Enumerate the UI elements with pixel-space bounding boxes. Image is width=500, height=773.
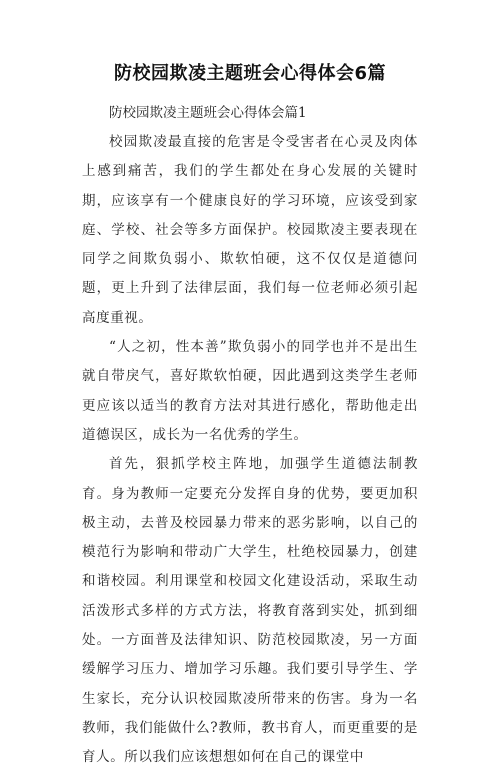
document-title: 防校园欺凌主题班会心得体会6篇 bbox=[113, 63, 387, 84]
paragraph-2: “人之初，性本善”欺负弱小的同学也并不是出生就自带戾气，喜好欺软怕硬，因此遇到这类学生老师更应该以适当的教育方法对其进行感化，帮助他走出道德误区，成长为一名优秀的学生。 bbox=[82, 339, 418, 443]
section-heading: 防校园欺凌主题班会心得体会篇1 bbox=[109, 105, 307, 121]
paragraph-3: 首先，狠抓学校主阵地，加强学生道德法制教育。身为教师一定要充分发挥自身的优势，要更加积极主动，去普及校园暴力带来的恶劣影响，以自己的模范行为影响和带动广大学生，杜绝校园暴力，创建和谐校园。利用课堂和校园文化建设活动，采取生动活泼形式多样的方式方法，将教育落到实处，抓到细处。一方面普及法律知识、防范校园欺凌，另一方面缓解学习压力、增加学习乐趣。我们要引导学生、学生家长，充分认识校园欺凌所带来的伤害。身为一名教师，我们能做什么?教师，教书育人，而更重要的是育人。所以我们应该想想如何在自己的课堂中 bbox=[82, 456, 418, 766]
paragraph-1: 校园欺凌最直接的危害是令受害者在心灵及肉体上感到痛苦，我们的学生都处在身心发展的关键时期，应该享有一个健康良好的学习环境，应该受到家庭、学校、社会等多方面保护。校园欺凌主要表现在同学之间欺负弱小、欺软怕硬，这不仅仅是道德问题，更上升到了法律层面，我们每一位老师必须引起高度重视。 bbox=[82, 134, 418, 326]
